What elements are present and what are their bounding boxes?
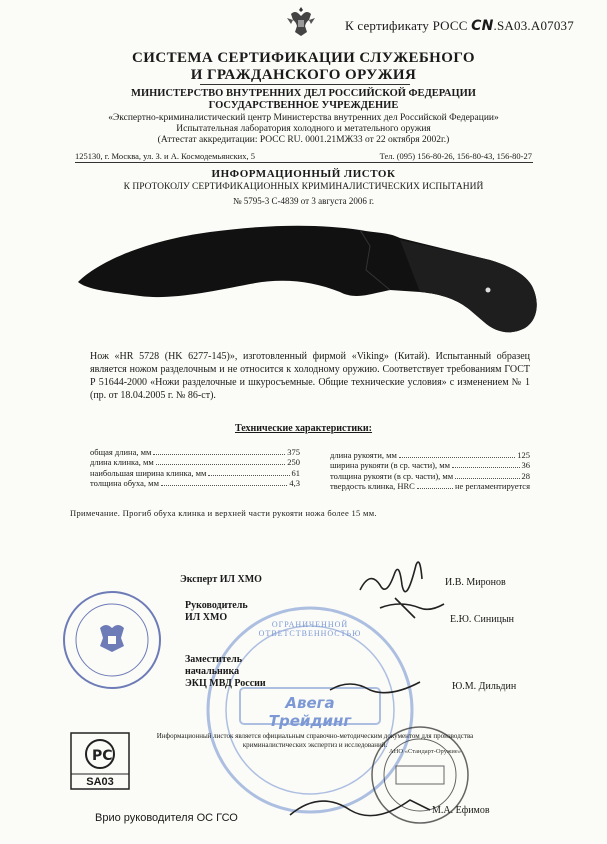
spec-label: толщина рукояти (в ср. части), мм (330, 470, 454, 481)
signer-3-role-line2: начальника (185, 666, 240, 677)
spec-row (330, 481, 530, 491)
signer-3-role-line3: ЭКЦ МВД России (185, 678, 266, 689)
signature-expert (360, 562, 422, 592)
signer-1-role (180, 574, 262, 586)
kukri-knife-image (70, 210, 550, 350)
spec-value: 28 (521, 470, 530, 481)
spec-label: общая длина, мм (90, 447, 152, 457)
cert-ref-suffix: .SA03. (493, 18, 531, 33)
signer-2-name: Е.Ю. Синицын (450, 614, 515, 625)
company-stamp-ring-text: ОГРАНИЧЕННОЙ ОТВЕТСТВЕННОСТЬЮ (258, 620, 362, 638)
spec-label: наибольшая ширина клинка, мм (90, 467, 207, 478)
spec-value: 61 (291, 467, 300, 478)
spec-row (330, 471, 530, 481)
spec-row (330, 460, 530, 470)
signer-1-role-line1: Эксперт ИЛ ХМО (180, 574, 262, 585)
sa03-label: SA03 (86, 776, 114, 788)
specs-left-column (90, 447, 300, 488)
specs-title: Технические характеристики: (235, 423, 372, 434)
system-title-line1: СИСТЕМА СЕРТИФИКАЦИИ СЛУЖЕБНОГО (132, 50, 475, 66)
laboratory-info (0, 113, 607, 146)
spec-value: 36 (521, 460, 530, 471)
spec-value: 250 (287, 457, 300, 468)
certificate-reference (345, 18, 574, 34)
spec-label: твердость клинка, HRC (330, 480, 415, 491)
product-description: Нож «HR 5728 (HK 6277-145)», изготовленный фирмой «Viking» (Китай). Испытанный образец является ножом разделочным и не относится к холодному оружию. Соответствует требованиям ГОСТ Р 51644-2000 «Ножи разделочные и шкуросъемные. Общие технические условия» с изменением № 1 (пр. от 18.04.2005 г. № 86-ст). (90, 351, 530, 401)
document-subtitle: К ПРОТОКОЛУ СЕРТИФИКАЦИОННЫХ КРИМИНАЛИСТИЧЕСКИХ ИСПЫТАНИЙ (123, 182, 484, 192)
accreditation: (Аттестат аккредитации: РОСС RU. 0001.21МЖ33 от 22 октября 2002г.) (157, 135, 450, 145)
company-stamp-name: Авега Трейдинг (268, 694, 352, 730)
footer-small-print: Информационный листок является официальным справочно-методическим документом для производства криминалистических экспертиз и исследований. (156, 732, 474, 749)
spec-value: 125 (517, 450, 530, 460)
header-divider (75, 162, 533, 163)
system-title-line2: И ГРАЖДАНСКОГО ОРУЖИЯ (190, 67, 417, 83)
bottom-signer-role: Врио руководителя ОС ГСО (95, 812, 238, 824)
signer-3-role (185, 654, 266, 690)
spec-row (90, 468, 300, 478)
signature-head (380, 598, 444, 618)
note: Примечание. Прогиб обуха клинка и верхней части рукояти ножа более 15 мм. (70, 508, 377, 518)
document-title: ИНФОРМАЦИОННЫЙ ЛИСТОК (211, 168, 396, 180)
signature-bottom (290, 800, 430, 816)
double-headed-eagle-icon (285, 4, 317, 40)
svg-text:РС: РС (92, 748, 113, 764)
ministry-line: МИНИСТЕРСТВО ВНУТРЕННИХ ДЕЛ РОССИЙСКОЙ ФЕДЕРАЦИИ (131, 88, 476, 99)
institution-line: ГОСУДАРСТВЕННОЕ УЧРЕЖДЕНИЕ (208, 100, 399, 111)
spec-value: 375 (287, 447, 300, 457)
ministry-header (0, 88, 607, 112)
signer-3-role-line1: Заместитель (185, 654, 243, 665)
spec-row (90, 447, 300, 457)
bottom-signer-name: М.А. Ефимов (432, 805, 490, 816)
spec-row (90, 478, 300, 488)
spec-label: ширина рукояти (в ср. части), мм (330, 460, 450, 471)
ministry-round-stamp (64, 592, 160, 688)
spec-label: длина клинка, мм (90, 457, 154, 468)
cert-ref-prefix: К сертификату РОСС (345, 18, 468, 33)
laboratory-name: Испытательная лаборатория холодного и метательного оружия (176, 124, 431, 134)
title-underline (200, 84, 410, 85)
center-name: «Экспертно-криминалистический центр Министерства внутренних дел Российской Федерации» (108, 113, 499, 123)
system-title (0, 50, 607, 84)
spec-row (330, 450, 530, 460)
address: 125130, г. Москва, ул. З. и А. Космодемьянских, 5 (75, 151, 255, 161)
cert-ref-number: A07037 (530, 18, 574, 33)
spec-label: длина рукояти, мм (330, 450, 397, 460)
cert-ref-handwritten: CN (471, 18, 494, 34)
spec-value: 4,3 (289, 477, 300, 488)
spec-label: толщина обуха, мм (90, 477, 159, 488)
spec-value: не регламентируется (454, 480, 530, 491)
phone: Тел. (095) 156-80-26, 156-80-43, 156-80-27 (379, 151, 532, 161)
signer-1-name: И.В. Миронов (445, 577, 506, 588)
spec-row (90, 457, 300, 467)
protocol-number: № 5795-3 С-4839 от 3 августа 2006 г. (232, 196, 375, 206)
signer-2-role-line2: ИЛ ХМО (185, 612, 228, 623)
signature-deputy (330, 682, 420, 693)
signer-3-name: Ю.М. Дильдин (452, 681, 517, 692)
specs-right-column (330, 450, 530, 491)
signer-2-role-line1: Руководитель (185, 600, 248, 611)
cert-stamp-text: АНО «Стандарт-Оружие» (389, 748, 461, 755)
